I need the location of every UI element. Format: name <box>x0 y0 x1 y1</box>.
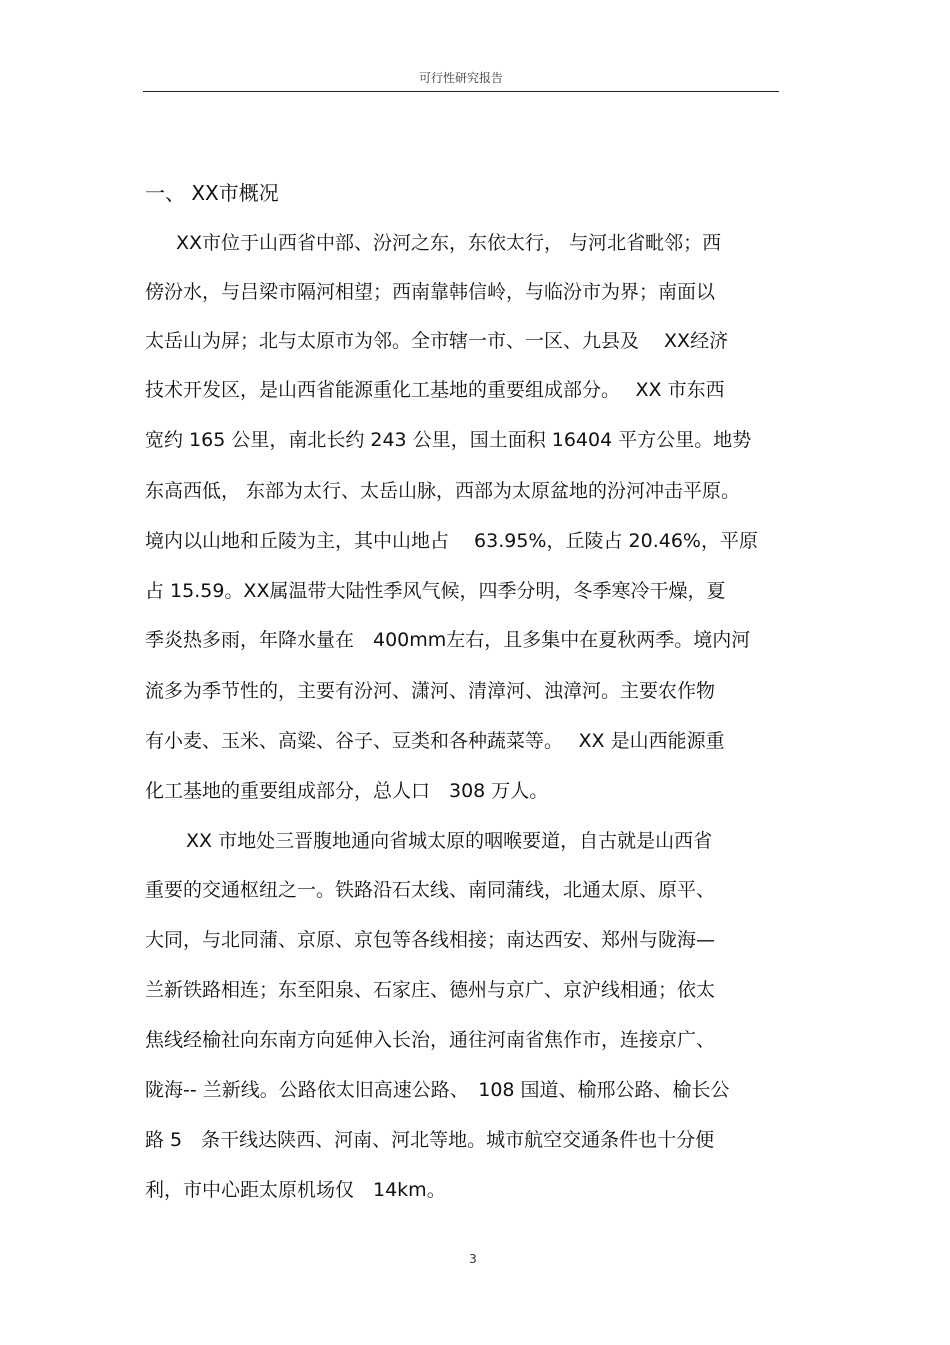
page-header-title: 可行性研究报告 <box>418 71 503 85</box>
paragraph-line: XX 市地处三晋腹地通向省城太原的咽喉要道，自古就是山西省 <box>186 830 713 852</box>
paragraph-line: 太岳山为屏；北与太原市为邻。全市辖一市、一区、九县及 XX经济 <box>145 330 729 352</box>
paragraph-line: 流多为季节性的，主要有汾河、潇河、清漳河、浊漳河。主要农作物 <box>145 680 716 702</box>
paragraph-line: 大同，与北同蒲、京原、京包等各线相接；南达西安、郑州与陇海— <box>145 929 716 951</box>
paragraph-line: 利，市中心距太原机场仅 14km。 <box>145 1179 446 1201</box>
paragraph-line: 重要的交通枢纽之一。铁路沿石太线、南同蒲线，北通太原、原平、 <box>145 879 716 901</box>
paragraph-line: 宽约 165 公里，南北长约 243 公里，国土面积 16404 平方公里。地势 <box>145 429 752 451</box>
paragraph-line: 境内以山地和丘陵为主，其中山地占 63.95%，丘陵占 20.46%，平原 <box>145 530 758 552</box>
paragraph-line: 东高西低， 东部为太行、太岳山脉，西部为太原盆地的汾河冲击平原。 <box>145 480 741 502</box>
paragraph-line: 季炎热多雨，年降水量在 400mm左右，且多集中在夏秋两季。境内河 <box>145 629 751 651</box>
section-heading: 一、 XX市概况 <box>145 181 279 205</box>
paragraph-line: 焦线经榆社向东南方向延伸入长治，通往河南省焦作市，连接京广、 <box>145 1029 716 1051</box>
paragraph-line: 傍汾水，与吕梁市隔河相望；西南靠韩信岭，与临汾市为界；南面以 <box>145 281 716 303</box>
page-number: 3 <box>469 1252 477 1266</box>
paragraph-line: 技术开发区，是山西省能源重化工基地的重要组成部分。 XX 市东西 <box>145 379 725 401</box>
paragraph-line: 兰新铁路相连；东至阳泉、石家庄、德州与京广、京沪线相通；依太 <box>145 979 716 1001</box>
paragraph-line: 路 5 条干线达陕西、河南、河北等地。城市航空交通条件也十分便 <box>145 1129 715 1151</box>
paragraph-line: 占 15.59。XX属温带大陆性季风气候，四季分明，冬季寒冷干燥，夏 <box>145 580 726 602</box>
paragraph-line: 陇海-- 兰新线。公路依太旧高速公路、 108 国道、榆邢公路、榆长公 <box>145 1079 730 1101</box>
paragraph-line: 有小麦、玉米、高粱、谷子、豆类和各种蔬菜等。 XX 是山西能源重 <box>145 730 725 752</box>
header-divider <box>143 91 779 92</box>
paragraph-line: 化工基地的重要组成部分，总人口 308 万人。 <box>145 780 549 802</box>
paragraph-line: XX市位于山西省中部、汾河之东，东依太行， 与河北省毗邻；西 <box>176 232 722 254</box>
